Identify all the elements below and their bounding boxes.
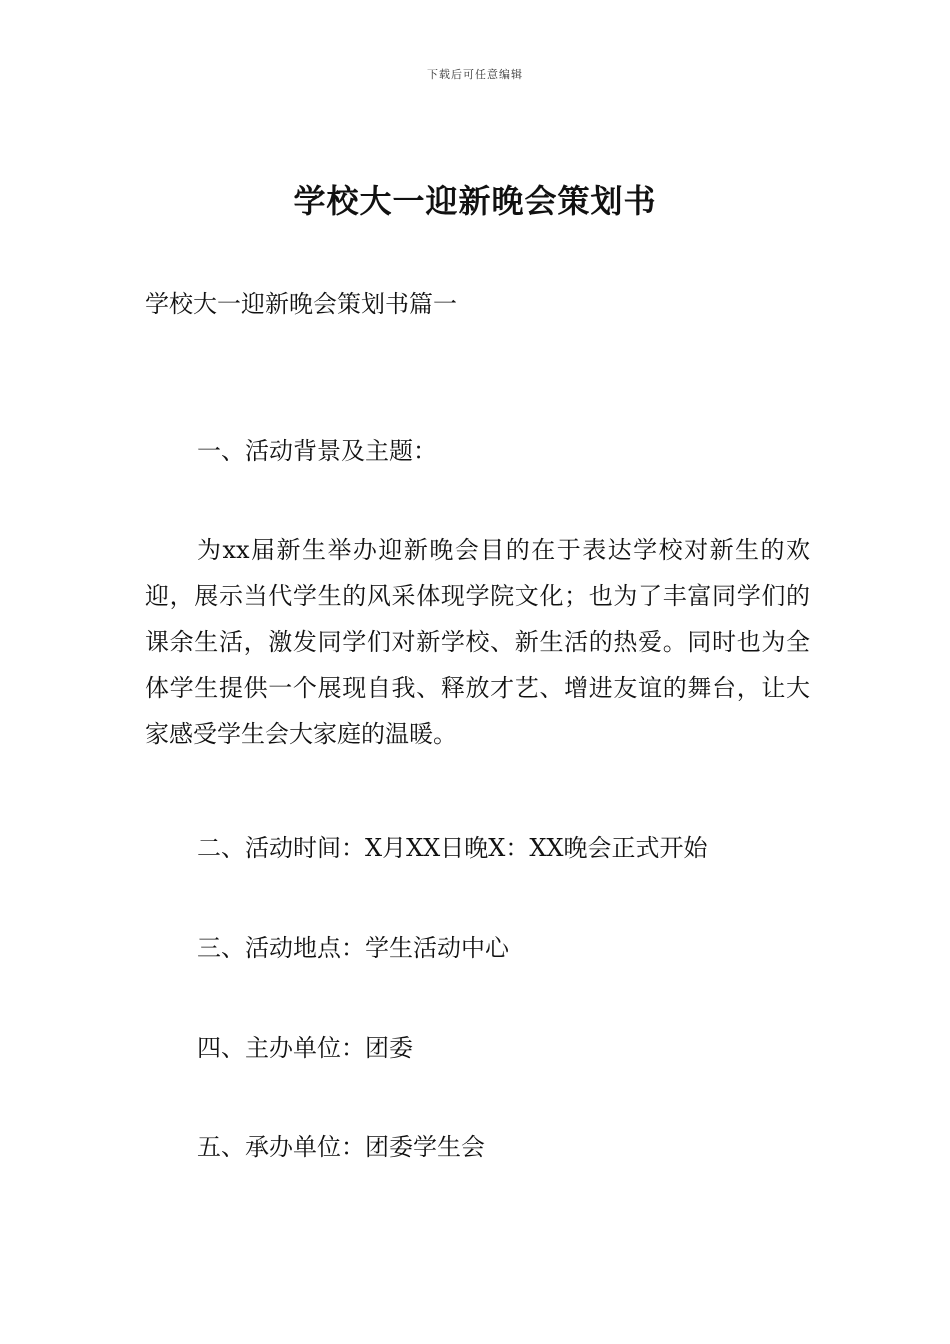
background-paragraph: 为xx届新生举办迎新晚会目的在于表达学校对新生的欢迎，展示当代学生的风采体现学院文化；也为了丰富同学们的课余生活，激发同学们对新学校、新生活的热爱。同时也为全体学生提供一个展现自我、释放才艺、增进友谊的舞台，让大家感受学生会大家庭的温暖。 [145, 536, 810, 748]
activity-time: 二、活动时间：X月XX日晚X：XX晚会正式开始 [197, 834, 708, 862]
background-heading: 一、活动背景及主题： [197, 437, 437, 465]
organizer-unit: 五、承办单位：团委学生会 [197, 1133, 485, 1161]
activity-place: 三、活动地点：学生活动中心 [197, 934, 509, 962]
header-note: 下载后可任意编辑 [427, 68, 523, 81]
host-unit: 四、主办单位：团委 [197, 1034, 413, 1062]
section-title: 学校大一迎新晚会策划书篇一 [145, 290, 457, 318]
document-title: 学校大一迎新晚会策划书 [293, 182, 657, 220]
